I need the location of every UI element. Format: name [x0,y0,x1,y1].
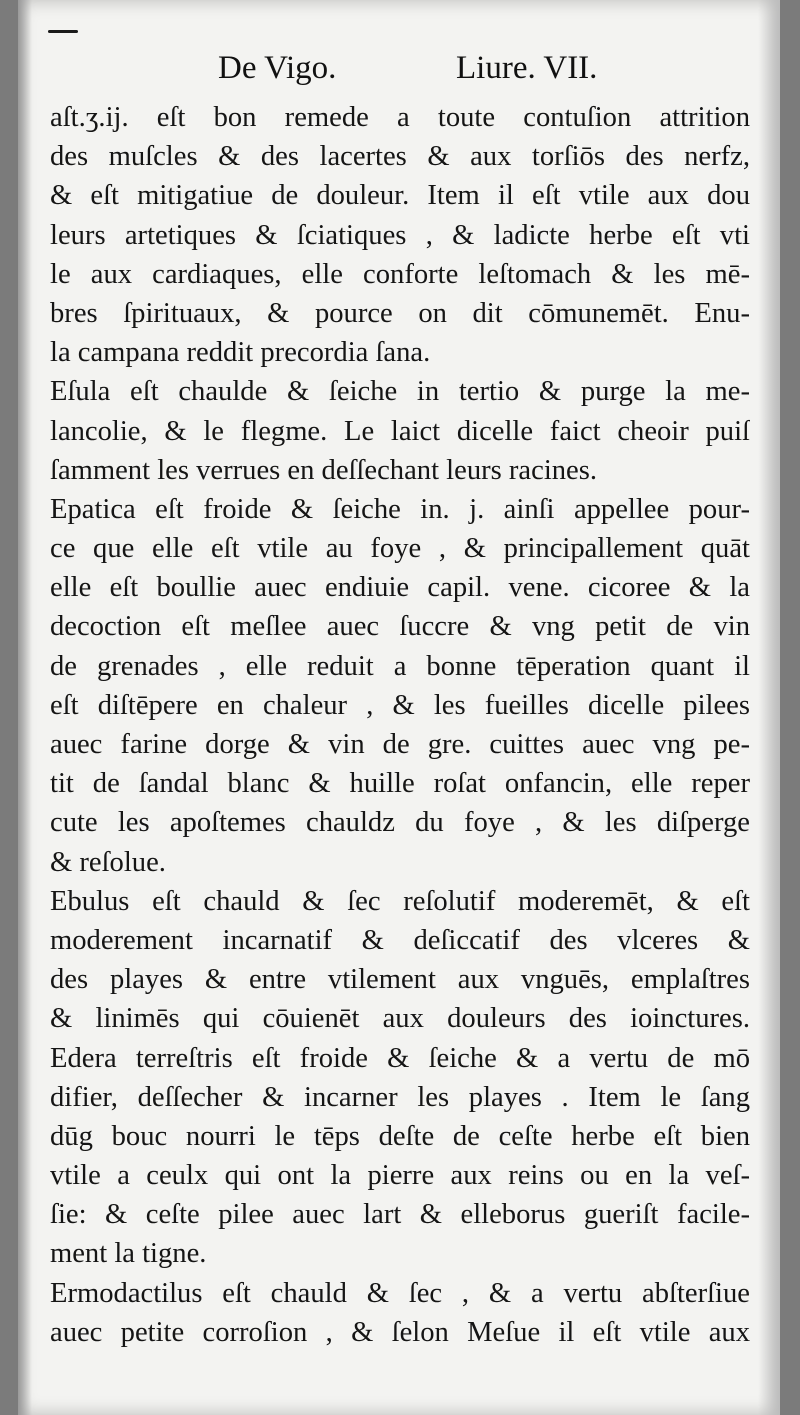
text-line: leurs artetiques & ſciatiques , & ladicte herbe eſt vti [50,219,750,251]
text-line: Ermodactilus eſt chauld & ſec , & a vertu abſterſiue [50,1277,750,1309]
text-line: de grenades , elle reduit a bonne tēperation quant il [50,650,750,682]
header-author: De Vigo. [218,50,337,86]
text-line: tit de ſandal blanc & huille roſat onfancin, elle reper [50,768,750,800]
running-header [18,50,780,94]
text-line: & eſt mitigatiue de douleur. Item il eſt vtile aux dou [50,180,750,212]
text-line: difier, deſſecher & incarner les playes . Item le ſang [50,1081,750,1113]
text-line: dūg bouc nourri le tēps deſte de ceſte herbe eſt bien [50,1120,750,1152]
header-book: Liure. VII. [456,50,598,86]
page-edge-shadow [758,0,780,1415]
text-line: Eſula eſt chaulde & ſeiche in tertio & purge la me- [50,376,750,408]
text-line: Epatica eſt froide & ſeiche in. j. ainſi appellee pour- [50,493,750,525]
text-line: des muſcles & des lacertes & aux torſiōs des nerfz, [50,141,750,173]
text-line: ment la tigne. [50,1238,207,1270]
text-line: eſt diſtēpere en chaleur , & les fueilles dicelle pilees [50,689,750,721]
text-line: ce que elle eſt vtile au foye , & principallement quāt [50,533,750,565]
body-text [50,98,750,1352]
book-page [18,0,780,1415]
text-line: le aux cardiaques, elle conforte leſtomach & les mē- [50,258,750,290]
text-line: cute les apoſtemes chauldz du foye , & les diſperge [50,807,750,839]
text-line: aſt.ʒ.ij. eſt bon remede a toute contuſion attrition [50,102,750,133]
binding-shadow [18,0,32,1415]
text-line: ſie: & ceſte pilee auec lart & elleborus gueriſt facile- [50,1199,750,1231]
text-line: lancolie, & le flegme. Le laict dicelle faict cheoir puiſ [50,415,750,447]
text-line: & linimēs qui cōuienēt aux douleurs des ioinctures. [50,1003,750,1035]
text-line: des playes & entre vtilement aux vnguēs, emplaſtres [50,964,750,996]
text-line: moderement incarnatif & deſiccatif des vlceres & [50,924,750,956]
text-line: vtile a ceulx qui ont la pierre aux reins ou en la veſ- [50,1160,750,1192]
text-line: & reſolue. [50,846,166,878]
ink-mark [48,30,78,33]
text-line: Edera terreſtris eſt froide & ſeiche & a vertu de mō [50,1042,750,1074]
text-line: Ebulus eſt chauld & ſec reſolutif moderemēt, & eſt [50,885,750,917]
text-line: decoction eſt meſlee auec ſuccre & vng petit de vin [50,611,750,643]
text-line: auec farine dorge & vin de gre. cuittes auec vng pe- [50,729,750,760]
text-line: la campana reddit precordia ſana. [50,337,431,369]
text-line: ſamment les verrues en deſſechant leurs racines. [50,454,598,486]
text-line: bres ſpirituaux, & pource on dit cōmunemēt. Enu- [50,297,750,329]
text-line: auec petite corroſion , & ſelon Meſue il eſt vtile aux [50,1316,750,1348]
text-line: elle eſt boullie auec endiuie capil. vene. cicoree & la [50,572,750,604]
